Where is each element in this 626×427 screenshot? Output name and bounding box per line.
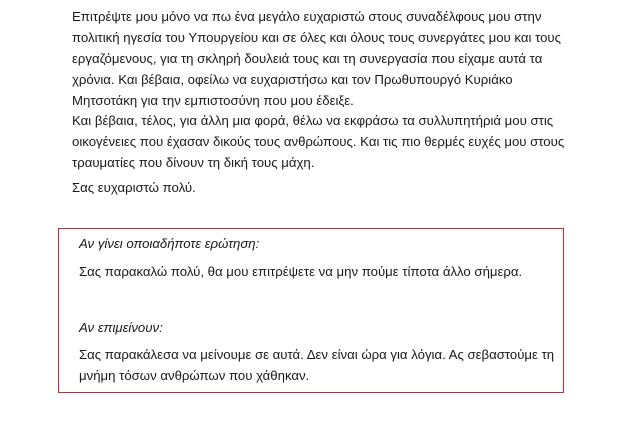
question-1: Αν γίνει οποιαδήποτε ερώτηση: [79, 236, 260, 251]
answer-1: Σας παρακαλώ πολύ, θα μου επιτρέψετε να μην πούμε τίποτα άλλο σήμερα. [79, 264, 523, 279]
qa-highlight-box [58, 228, 564, 393]
question-2: Αν επιμείνουν: [79, 320, 163, 335]
paragraph-closing: Σας ευχαριστώ πολύ. [72, 180, 196, 195]
paragraph-thanks: Επιτρέψτε μου μόνο να πω ένα μεγάλο ευχαριστώ στους συναδέλφους μου στην πολιτική ηγεσία του Υπουργείου και σε όλες και όλους τους συνεργάτες μου και τους εργαζόμενους, για τη σκληρή δουλειά τους και τη συνεργασία που είχαμε αυτά τα χρόνια. Και βέβαια, οφείλω να ευχαριστήσω και τον Πρωθυπουργό Κυριάκο Μητσοτάκη για την εμπιστοσύνη που μου έδειξε. [72, 9, 561, 108]
paragraph-condolences: Και βέβαια, τέλος, για άλλη μια φορά, θέλω να εκφράσω τα συλλυπητήριά μου στις οικογένειες που έχασαν δικούς τους ανθρώπους. Και τις πιο θερμές ευχές μου στους τραυματίες που δίνουν τη δική τους μάχη. [72, 113, 565, 170]
answer-2: Σας παρακάλεσα να μείνουμε σε αυτά. Δεν είναι ώρα για λόγια. Ας σεβαστούμε τη μνήμη τόσων ανθρώπων που χάθηκαν. [79, 347, 555, 383]
